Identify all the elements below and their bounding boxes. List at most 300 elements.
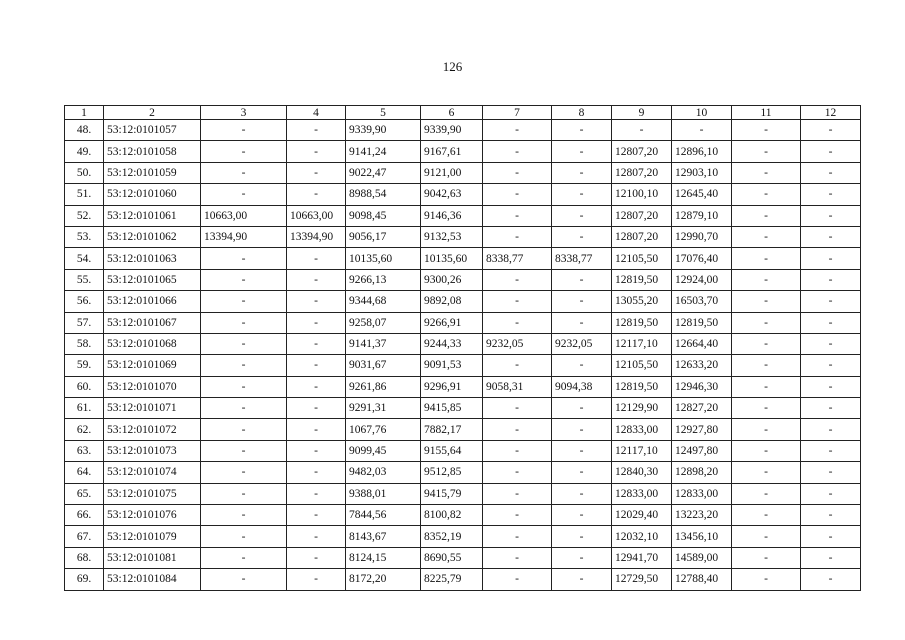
table-cell: 12924,00 xyxy=(672,269,732,290)
table-cell: - xyxy=(483,505,552,526)
table-cell: - xyxy=(732,184,801,205)
table-cell: 50. xyxy=(65,162,104,183)
table-cell: 13456,10 xyxy=(672,526,732,547)
table-cell: 13055,20 xyxy=(612,291,672,312)
table-cell: 9415,85 xyxy=(421,398,483,419)
table-cell: - xyxy=(732,547,801,568)
table-cell: 9031,67 xyxy=(346,355,421,376)
table-cell: - xyxy=(801,269,861,290)
table-cell: 9056,17 xyxy=(346,226,421,247)
column-header: 10 xyxy=(672,106,732,120)
table-cell: 69. xyxy=(65,569,104,590)
table-cell: - xyxy=(201,355,287,376)
table-cell: 12105,50 xyxy=(612,248,672,269)
table-cell: 7844,56 xyxy=(346,505,421,526)
table-cell: 12833,00 xyxy=(612,419,672,440)
table-cell: - xyxy=(732,398,801,419)
table-cell: - xyxy=(201,248,287,269)
table-cell: 53:12:0101069 xyxy=(104,355,201,376)
table-cell: 12898,20 xyxy=(672,462,732,483)
table-cell: 12129,90 xyxy=(612,398,672,419)
page-number: 126 xyxy=(442,59,463,74)
table-cell: 53:12:0101059 xyxy=(104,162,201,183)
table-cell: 9132,53 xyxy=(421,226,483,247)
table-cell: 12941,70 xyxy=(612,547,672,568)
table-cell: 9388,01 xyxy=(346,483,421,504)
table-cell: 53:12:0101079 xyxy=(104,526,201,547)
table-cell: 12788,40 xyxy=(672,569,732,590)
table-cell: - xyxy=(732,162,801,183)
table-cell: 12833,00 xyxy=(612,483,672,504)
table-cell: 12946,30 xyxy=(672,376,732,397)
table-cell: - xyxy=(552,569,612,590)
table-cell: 9146,36 xyxy=(421,205,483,226)
table-row xyxy=(65,547,861,568)
table-cell: - xyxy=(801,355,861,376)
table-cell: - xyxy=(552,547,612,568)
table-cell: 9266,13 xyxy=(346,269,421,290)
table-cell: 12729,50 xyxy=(612,569,672,590)
table-cell: - xyxy=(732,526,801,547)
table-cell: 12633,20 xyxy=(672,355,732,376)
table-cell: - xyxy=(201,333,287,354)
table-cell: 13394,90 xyxy=(201,226,287,247)
table-cell: 9244,33 xyxy=(421,333,483,354)
table-cell: 12664,40 xyxy=(672,333,732,354)
table-cell: 8338,77 xyxy=(483,248,552,269)
table-cell: - xyxy=(801,333,861,354)
table-cell: 12819,50 xyxy=(612,312,672,333)
table-cell: 9141,37 xyxy=(346,333,421,354)
table-cell: 65. xyxy=(65,483,104,504)
table-cell: 1067,76 xyxy=(346,419,421,440)
table-cell: 12105,50 xyxy=(612,355,672,376)
table-cell: - xyxy=(801,312,861,333)
table-cell: - xyxy=(287,547,346,568)
table-cell: - xyxy=(287,333,346,354)
table-cell: - xyxy=(801,505,861,526)
table-cell: 53:12:0101075 xyxy=(104,483,201,504)
table-cell: - xyxy=(732,120,801,141)
table-cell: - xyxy=(287,141,346,162)
table-cell: 12807,20 xyxy=(612,205,672,226)
table-cell: - xyxy=(672,120,732,141)
table-cell: - xyxy=(201,141,287,162)
table-cell: - xyxy=(287,526,346,547)
table-cell: - xyxy=(801,569,861,590)
table-cell: - xyxy=(552,483,612,504)
table-cell: - xyxy=(483,462,552,483)
table-cell: - xyxy=(483,291,552,312)
table-cell: 60. xyxy=(65,376,104,397)
table-cell: - xyxy=(801,547,861,568)
table-cell: - xyxy=(483,419,552,440)
table-cell: - xyxy=(483,226,552,247)
table-row xyxy=(65,312,861,333)
table-cell: 12819,50 xyxy=(612,269,672,290)
table-cell: 54. xyxy=(65,248,104,269)
table-cell: 53:12:0101061 xyxy=(104,205,201,226)
table-row xyxy=(65,248,861,269)
table-cell: 55. xyxy=(65,269,104,290)
table-cell: - xyxy=(552,462,612,483)
table-row xyxy=(65,162,861,183)
table-cell: - xyxy=(801,205,861,226)
table-cell: - xyxy=(732,269,801,290)
table-cell: 12645,40 xyxy=(672,184,732,205)
table-row xyxy=(65,419,861,440)
table-cell: 9291,31 xyxy=(346,398,421,419)
table-row xyxy=(65,505,861,526)
table-cell: 61. xyxy=(65,398,104,419)
column-header: 1 xyxy=(65,106,104,120)
table-cell: 12497,80 xyxy=(672,440,732,461)
column-header: 3 xyxy=(201,106,287,120)
table-cell: 53:12:0101067 xyxy=(104,312,201,333)
table-cell: - xyxy=(552,440,612,461)
table-cell: - xyxy=(287,291,346,312)
table-cell: 62. xyxy=(65,419,104,440)
table-cell: - xyxy=(732,462,801,483)
table-cell: - xyxy=(732,483,801,504)
table-cell: 53:12:0101072 xyxy=(104,419,201,440)
table-cell: - xyxy=(552,398,612,419)
table-cell: - xyxy=(287,120,346,141)
table-cell: - xyxy=(552,205,612,226)
table-cell: - xyxy=(287,569,346,590)
table-cell: - xyxy=(732,569,801,590)
table-cell: 9232,05 xyxy=(483,333,552,354)
table-cell: - xyxy=(801,162,861,183)
table-cell: - xyxy=(287,376,346,397)
column-header: 12 xyxy=(801,106,861,120)
table-cell: - xyxy=(287,248,346,269)
table-cell: - xyxy=(483,312,552,333)
table-cell: - xyxy=(732,312,801,333)
table-cell: - xyxy=(287,440,346,461)
table-row xyxy=(65,205,861,226)
table-cell: 8225,79 xyxy=(421,569,483,590)
table-cell: - xyxy=(201,419,287,440)
table-row xyxy=(65,526,861,547)
table-cell: 9091,53 xyxy=(421,355,483,376)
table-cell: - xyxy=(552,120,612,141)
table-cell: - xyxy=(483,184,552,205)
table-cell: 8338,77 xyxy=(552,248,612,269)
table-cell: - xyxy=(732,505,801,526)
table-cell: 12807,20 xyxy=(612,141,672,162)
table-cell: - xyxy=(201,184,287,205)
table-cell: 53:12:0101068 xyxy=(104,333,201,354)
table-cell: 53:12:0101058 xyxy=(104,141,201,162)
table-cell: - xyxy=(483,162,552,183)
table-cell: 9098,45 xyxy=(346,205,421,226)
table-cell: - xyxy=(287,162,346,183)
table-cell: 8690,55 xyxy=(421,547,483,568)
table-cell: 59. xyxy=(65,355,104,376)
table-row xyxy=(65,440,861,461)
table-cell: 9339,90 xyxy=(346,120,421,141)
table-cell: 9022,47 xyxy=(346,162,421,183)
table-cell: 16503,70 xyxy=(672,291,732,312)
table-cell: - xyxy=(552,355,612,376)
table-cell: - xyxy=(483,205,552,226)
table-row xyxy=(65,291,861,312)
table-cell: 53:12:0101084 xyxy=(104,569,201,590)
table-cell: - xyxy=(732,141,801,162)
table-cell: - xyxy=(201,526,287,547)
table-cell: 8352,19 xyxy=(421,526,483,547)
table-cell: 64. xyxy=(65,462,104,483)
table-cell: 12819,50 xyxy=(672,312,732,333)
table-cell: - xyxy=(801,141,861,162)
table-body xyxy=(65,120,861,591)
table-cell: 9266,91 xyxy=(421,312,483,333)
table-cell: - xyxy=(201,376,287,397)
table-row xyxy=(65,141,861,162)
table-cell: 12840,30 xyxy=(612,462,672,483)
column-header: 2 xyxy=(104,106,201,120)
table-cell: - xyxy=(483,141,552,162)
table-cell: - xyxy=(801,440,861,461)
table-cell: 68. xyxy=(65,547,104,568)
table-cell: - xyxy=(483,526,552,547)
table-cell: 9099,45 xyxy=(346,440,421,461)
table-cell: 51. xyxy=(65,184,104,205)
table-cell: 12879,10 xyxy=(672,205,732,226)
table-cell: 58. xyxy=(65,333,104,354)
table-cell: 8988,54 xyxy=(346,184,421,205)
table-cell: 12990,70 xyxy=(672,226,732,247)
table-cell: 53:12:0101076 xyxy=(104,505,201,526)
table-row xyxy=(65,355,861,376)
table-cell: 9167,61 xyxy=(421,141,483,162)
table-cell: 10135,60 xyxy=(421,248,483,269)
table-cell: 57. xyxy=(65,312,104,333)
table-cell: 8124,15 xyxy=(346,547,421,568)
table-cell: - xyxy=(201,505,287,526)
table-cell: - xyxy=(801,398,861,419)
table-cell: - xyxy=(801,376,861,397)
table-cell: 53:12:0101074 xyxy=(104,462,201,483)
table-cell: 53:12:0101071 xyxy=(104,398,201,419)
table-cell: 53:12:0101081 xyxy=(104,547,201,568)
table-cell: 12032,10 xyxy=(612,526,672,547)
column-header: 5 xyxy=(346,106,421,120)
table-cell: 67. xyxy=(65,526,104,547)
table-cell: 48. xyxy=(65,120,104,141)
table-cell: - xyxy=(801,462,861,483)
table-cell: 9141,24 xyxy=(346,141,421,162)
table-cell: - xyxy=(287,505,346,526)
table-cell: - xyxy=(201,312,287,333)
table-cell: - xyxy=(552,526,612,547)
table-cell: 9261,86 xyxy=(346,376,421,397)
table-cell: 9512,85 xyxy=(421,462,483,483)
table-cell: - xyxy=(552,162,612,183)
table-cell: 12903,10 xyxy=(672,162,732,183)
table-cell: - xyxy=(552,184,612,205)
table-cell: - xyxy=(483,269,552,290)
table-cell: - xyxy=(552,505,612,526)
table-cell: 12029,40 xyxy=(612,505,672,526)
table-cell: 56. xyxy=(65,291,104,312)
table-cell: 12117,10 xyxy=(612,440,672,461)
table-cell: - xyxy=(552,141,612,162)
table-cell: - xyxy=(552,419,612,440)
table-row xyxy=(65,398,861,419)
table-cell: 13394,90 xyxy=(287,226,346,247)
table-cell: - xyxy=(483,440,552,461)
table-cell: 10663,00 xyxy=(287,205,346,226)
table-cell: - xyxy=(732,355,801,376)
table-cell: 63. xyxy=(65,440,104,461)
table-cell: 9482,03 xyxy=(346,462,421,483)
table-cell: 12807,20 xyxy=(612,162,672,183)
table-row xyxy=(65,333,861,354)
table-cell: - xyxy=(201,162,287,183)
table-cell: 10663,00 xyxy=(201,205,287,226)
table-cell: 9121,00 xyxy=(421,162,483,183)
table-cell: - xyxy=(201,483,287,504)
table-cell: - xyxy=(801,120,861,141)
table-cell: - xyxy=(552,291,612,312)
table-row xyxy=(65,376,861,397)
table-cell: - xyxy=(287,462,346,483)
table-cell: - xyxy=(201,547,287,568)
table-cell: - xyxy=(287,184,346,205)
table-cell: - xyxy=(201,291,287,312)
table-cell: 9339,90 xyxy=(421,120,483,141)
table-cell: 53:12:0101073 xyxy=(104,440,201,461)
table-cell: - xyxy=(201,440,287,461)
table-cell: 14589,00 xyxy=(672,547,732,568)
table-cell: - xyxy=(287,419,346,440)
table-cell: 66. xyxy=(65,505,104,526)
table-cell: - xyxy=(483,355,552,376)
table-cell: 49. xyxy=(65,141,104,162)
table-cell: 10135,60 xyxy=(346,248,421,269)
table-cell: 7882,17 xyxy=(421,419,483,440)
header-row xyxy=(65,106,861,120)
table-cell: - xyxy=(552,269,612,290)
table-cell: - xyxy=(801,248,861,269)
table-cell: - xyxy=(201,398,287,419)
table-cell: - xyxy=(552,312,612,333)
table-cell: 12819,50 xyxy=(612,376,672,397)
table-cell: - xyxy=(287,398,346,419)
table-cell: - xyxy=(732,291,801,312)
table-cell: 8172,20 xyxy=(346,569,421,590)
table-cell: - xyxy=(287,355,346,376)
table-cell: 12833,00 xyxy=(672,483,732,504)
table-cell: 9415,79 xyxy=(421,483,483,504)
table-cell: 9094,38 xyxy=(552,376,612,397)
table-cell: - xyxy=(552,226,612,247)
table-cell: - xyxy=(483,569,552,590)
table-cell: 9344,68 xyxy=(346,291,421,312)
column-header: 11 xyxy=(732,106,801,120)
table-cell: 13223,20 xyxy=(672,505,732,526)
table-cell: 12927,80 xyxy=(672,419,732,440)
table-cell: 9296,91 xyxy=(421,376,483,397)
table-cell: - xyxy=(801,419,861,440)
table-cell: 8100,82 xyxy=(421,505,483,526)
table-cell: - xyxy=(483,483,552,504)
table-cell: - xyxy=(732,205,801,226)
table-cell: - xyxy=(483,120,552,141)
table-cell: - xyxy=(201,462,287,483)
table-cell: - xyxy=(201,569,287,590)
table-cell: 9058,31 xyxy=(483,376,552,397)
table-cell: 53:12:0101062 xyxy=(104,226,201,247)
table-row xyxy=(65,569,861,590)
column-header: 7 xyxy=(483,106,552,120)
table-cell: 12100,10 xyxy=(612,184,672,205)
table-cell: - xyxy=(287,483,346,504)
table-cell: 53:12:0101066 xyxy=(104,291,201,312)
table-cell: 12807,20 xyxy=(612,226,672,247)
table-cell: 17076,40 xyxy=(672,248,732,269)
table-cell: - xyxy=(287,269,346,290)
table-row xyxy=(65,226,861,247)
table-cell: - xyxy=(801,184,861,205)
table-row xyxy=(65,269,861,290)
table-cell: 12827,20 xyxy=(672,398,732,419)
table-cell: 9042,63 xyxy=(421,184,483,205)
table-cell: - xyxy=(732,226,801,247)
table-cell: - xyxy=(483,398,552,419)
table-cell: - xyxy=(732,440,801,461)
table-cell: 12117,10 xyxy=(612,333,672,354)
table-cell: - xyxy=(732,333,801,354)
column-header: 6 xyxy=(421,106,483,120)
table-cell: - xyxy=(801,483,861,504)
table-cell: - xyxy=(732,419,801,440)
table-cell: 9258,07 xyxy=(346,312,421,333)
table-cell: 8143,67 xyxy=(346,526,421,547)
table-cell: - xyxy=(732,376,801,397)
column-header: 8 xyxy=(552,106,612,120)
table-cell: 53:12:0101063 xyxy=(104,248,201,269)
table-cell: 53. xyxy=(65,226,104,247)
table-cell: 12896,10 xyxy=(672,141,732,162)
data-table xyxy=(64,105,861,591)
table-cell: 53:12:0101057 xyxy=(104,120,201,141)
table-cell: - xyxy=(287,312,346,333)
table-cell: 53:12:0101070 xyxy=(104,376,201,397)
column-header: 4 xyxy=(287,106,346,120)
table-cell: - xyxy=(801,226,861,247)
table-cell: 9300,26 xyxy=(421,269,483,290)
table-cell: 53:12:0101060 xyxy=(104,184,201,205)
table-cell: - xyxy=(612,120,672,141)
table-row xyxy=(65,483,861,504)
table-cell: 52. xyxy=(65,205,104,226)
column-header: 9 xyxy=(612,106,672,120)
table-cell: 9155,64 xyxy=(421,440,483,461)
table-row xyxy=(65,184,861,205)
table-cell: - xyxy=(801,526,861,547)
table-cell: - xyxy=(201,120,287,141)
table-cell: - xyxy=(483,547,552,568)
table-row xyxy=(65,462,861,483)
table-row xyxy=(65,120,861,141)
table-cell: - xyxy=(801,291,861,312)
table-cell: 53:12:0101065 xyxy=(104,269,201,290)
table-cell: 9232,05 xyxy=(552,333,612,354)
table-cell: - xyxy=(732,248,801,269)
